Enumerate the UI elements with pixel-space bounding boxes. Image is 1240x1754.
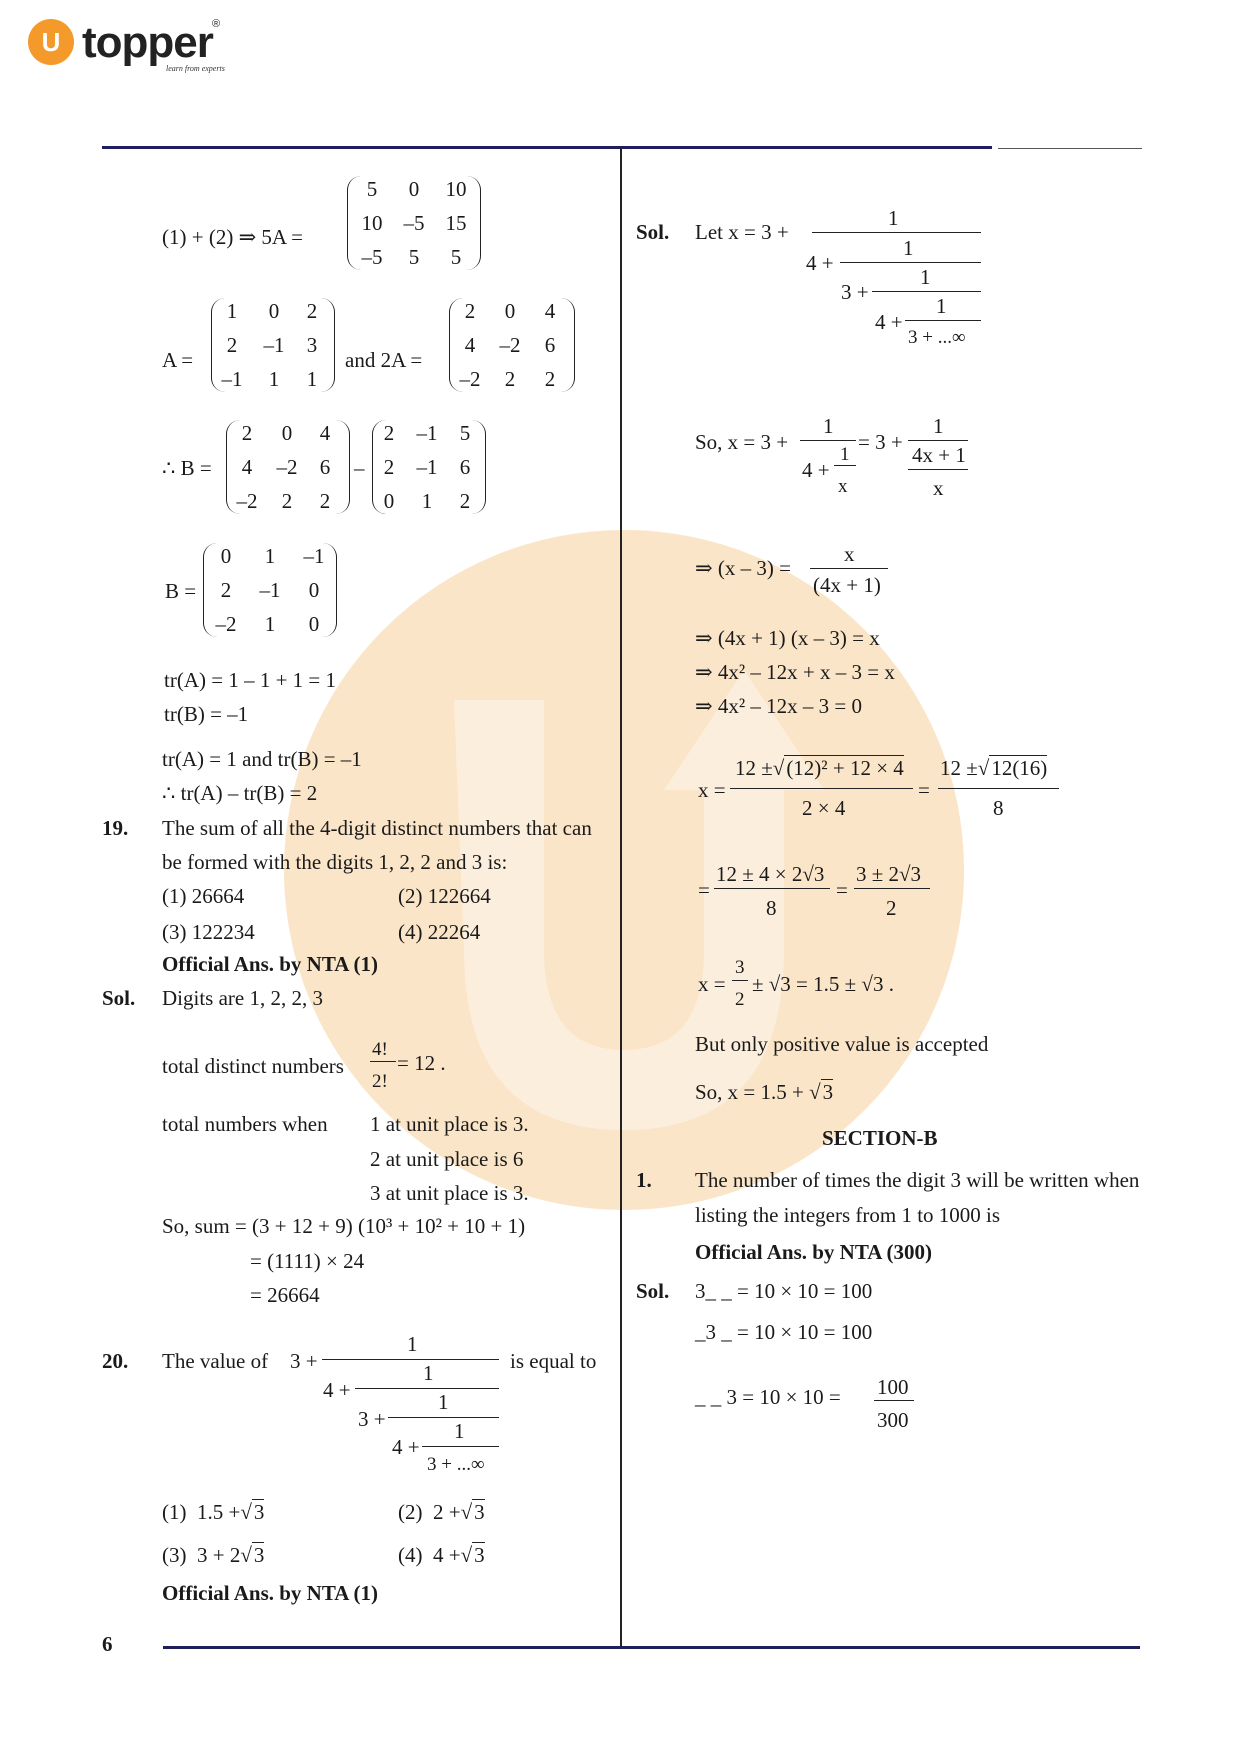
step2-den-2: 2 — [886, 896, 897, 920]
question-1-official-answer: Official Ans. by NTA (300) — [695, 1240, 933, 1264]
B-therefore-label: ∴ B = — [162, 456, 212, 480]
matrix-cell: –2 — [499, 333, 521, 357]
question-20-option-4: (4) 4 +√3 — [398, 1543, 485, 1567]
matrix-5A — [347, 176, 481, 270]
matrix-cell: 2 — [306, 299, 318, 323]
question-20-option-2: (2) 2 +√3 — [398, 1500, 485, 1524]
solution-19-label: Sol. — [102, 986, 136, 1010]
option-number: (4) — [398, 1543, 423, 1567]
so-x-one: 1 — [823, 414, 834, 438]
matrix-cell: –1 — [416, 421, 438, 445]
bottom-rule — [163, 1646, 1140, 1649]
quadratic-den-2: 8 — [993, 796, 1004, 820]
matrix-cell: 10 — [445, 177, 467, 201]
cf-one-1: 1 — [407, 1332, 418, 1356]
matrix-cell: 0 — [220, 544, 232, 568]
rcf-term-b: 4 + — [806, 251, 834, 275]
cf-one-4: 1 — [454, 1419, 465, 1443]
matrix-cell: –2 — [215, 612, 237, 636]
top-rule-short — [998, 148, 1142, 149]
matrix-cell: 1 — [226, 299, 238, 323]
rcf-bar-1 — [812, 232, 981, 233]
page-number: 6 — [102, 1632, 113, 1656]
cf-term-c: 3 + — [358, 1407, 386, 1431]
cf-one-2: 1 — [423, 1361, 434, 1385]
so-x-inner-x: x — [838, 476, 848, 497]
matrix-cell: 2 — [241, 421, 253, 445]
rcf-bar-3 — [872, 291, 981, 292]
step3-rest: ± √3 = 1.5 ± √3 . — [752, 972, 894, 996]
question-19-option-3: (3) 122234 — [162, 920, 255, 944]
matrix-cell: 6 — [544, 333, 556, 357]
rcf-tail: 3 + ...∞ — [908, 327, 966, 348]
question-20-option-1: (1) 1.5 +√3 — [162, 1500, 265, 1524]
matrix-cell: 2 — [459, 489, 471, 513]
top-rule — [102, 146, 992, 149]
cf-tail: 3 + ...∞ — [427, 1454, 485, 1475]
step2-eq-1: = — [698, 878, 710, 902]
question-19-text-line2: be formed with the digits 1, 2, 2 and 3 is: — [162, 850, 508, 874]
implies-line-1: ⇒ (x – 3) = — [695, 556, 791, 580]
implies-line-2: ⇒ (4x + 1) (x – 3) = x — [695, 626, 880, 650]
fraction-bar — [370, 1061, 396, 1062]
option-number: (3) — [162, 1543, 187, 1567]
matrix-cell: 5 — [459, 421, 471, 445]
matrix-cell: 2 — [281, 489, 293, 513]
question-1-text-line2: listing the integers from 1 to 1000 is — [695, 1203, 1001, 1227]
cf-term-b: 4 + — [323, 1378, 351, 1402]
total-distinct-label: total distinct numbers — [162, 1054, 344, 1078]
so-x-four-plus: 4 + — [802, 458, 830, 482]
matrix-cell: –1 — [263, 333, 285, 357]
matrix-cell: 1 — [264, 544, 276, 568]
matrix-cell: 0 — [308, 612, 320, 636]
step2-den-1: 8 — [766, 896, 777, 920]
matrix-cell: 15 — [445, 211, 467, 235]
unit-place-2: 2 at unit place is 6 — [370, 1147, 524, 1171]
so-x-bar — [800, 440, 856, 441]
cf-term-a: 3 + — [290, 1349, 318, 1373]
so-x-inner-bar — [834, 465, 856, 466]
question-19-official-answer: Official Ans. by NTA (1) — [162, 952, 379, 976]
rcf-one-1: 1 — [888, 206, 899, 230]
sum-line-1: So, sum = (3 + 12 + 9) (10³ + 10² + 10 + 1) — [162, 1214, 526, 1238]
quadratic-num-1: 12 ±√(12)² + 12 × 4 — [735, 756, 904, 780]
rcf-one-4: 1 — [936, 294, 947, 318]
matrix-cell: 1 — [421, 489, 433, 513]
option-prefix: 4 + — [433, 1543, 461, 1567]
matrix-cell: 0 — [281, 421, 293, 445]
implies-1-bar — [810, 568, 888, 569]
matrix-cell: –2 — [459, 367, 481, 391]
fraction-numerator: 4! — [372, 1039, 388, 1060]
trace-values: tr(A) = 1 and tr(B) = –1 — [162, 747, 362, 771]
matrix-cell: 2 — [464, 299, 476, 323]
option-radicand: 3 — [253, 1543, 265, 1567]
count-hundreds: 3_ _ = 10 × 10 = 100 — [695, 1279, 873, 1303]
sum-line-3: = 26664 — [250, 1283, 320, 1307]
implies-1-num: x — [844, 542, 855, 566]
step3-num: 3 — [735, 957, 745, 978]
option-radicand: 3 — [474, 1500, 485, 1524]
positive-note: But only positive value is accepted — [695, 1032, 989, 1056]
sum-line-2: = (1111) × 24 — [250, 1249, 365, 1273]
question-20-text: The value of — [162, 1349, 269, 1373]
quadratic-num-1-prefix: 12 ± — [735, 756, 773, 780]
and-2A-label: and 2A = — [345, 348, 423, 372]
matrix-cell: –1 — [259, 578, 281, 602]
matrix-cell: 6 — [459, 455, 471, 479]
trace-A-calc: tr(A) = 1 – 1 + 1 = 1 — [164, 668, 337, 692]
so-x-rhs-bar — [908, 440, 968, 441]
solution-19-digits: Digits are 1, 2, 2, 3 — [162, 986, 323, 1010]
matrix-2A — [449, 298, 575, 392]
so-x-rhs-one: 1 — [933, 414, 944, 438]
matrix-cell: 2 — [383, 455, 395, 479]
matrix-cell: 0 — [383, 489, 395, 513]
cf-bar-1 — [322, 1359, 499, 1360]
registered-mark: ® — [212, 18, 221, 30]
matrix-cell: 5 — [366, 177, 378, 201]
solution-20-label: Sol. — [636, 220, 670, 244]
matrix-cell: 2 — [383, 421, 395, 445]
option-prefix: 3 + 2 — [197, 1543, 241, 1567]
option-prefix: 1.5 + — [197, 1500, 241, 1524]
quadratic-num-2: 12 ±√12(16) — [940, 756, 1048, 780]
matrix-cell: 6 — [319, 455, 331, 479]
count-units-value: 100 — [877, 1375, 909, 1399]
fraction-result: = 12 . — [397, 1051, 446, 1075]
matrix-cell: 4 — [319, 421, 331, 445]
logo-tagline: learn from experts — [166, 64, 225, 73]
column-divider — [620, 148, 622, 1646]
matrix-cell: –5 — [403, 211, 425, 235]
matrix-cell: 2 — [504, 367, 516, 391]
so-x-rhs-x: x — [933, 476, 944, 500]
matrix-cell: –1 — [303, 544, 325, 568]
matrix-cell: 1 — [264, 612, 276, 636]
unit-place-3: 3 at unit place is 3. — [370, 1181, 529, 1205]
cf-term-d: 4 + — [392, 1435, 420, 1459]
sum-underline — [874, 1400, 914, 1401]
matrix-cell: 2 — [319, 489, 331, 513]
so-x-eq: = 3 + — [858, 430, 903, 454]
matrix-A-subtract — [372, 420, 486, 514]
matrix-B — [203, 543, 337, 637]
question-20-official-answer: Official Ans. by NTA (1) — [162, 1581, 379, 1605]
option-number: (2) — [398, 1500, 423, 1524]
matrix-cell: 3 — [306, 333, 318, 357]
quadratic-bar-2 — [938, 788, 1059, 789]
matrix-cell: 5 — [450, 245, 462, 269]
matrix-cell: –5 — [361, 245, 383, 269]
matrix-cell: –1 — [221, 367, 243, 391]
let-x: Let x = 3 + — [695, 220, 789, 244]
option-radicand: 3 — [474, 1543, 485, 1567]
cf-bar-4 — [422, 1446, 499, 1447]
question-20-tail: is equal to — [510, 1349, 597, 1373]
matrix-cell: 2 — [226, 333, 238, 357]
question-20-number: 20. — [102, 1349, 129, 1373]
matrix-cell: –1 — [416, 455, 438, 479]
trace-difference: ∴ tr(A) – tr(B) = 2 — [162, 781, 318, 805]
matrix-cell: 10 — [361, 211, 383, 235]
matrix-cell: 4 — [464, 333, 476, 357]
implies-1-den: (4x + 1) — [813, 573, 881, 597]
matrix-A — [211, 298, 335, 392]
matrix-cell: 0 — [268, 299, 280, 323]
rcf-bar-4 — [905, 320, 981, 321]
question-19-option-4: (4) 22264 — [398, 920, 481, 944]
option-prefix: 2 + — [433, 1500, 461, 1524]
quadratic-eq-1: = — [918, 778, 930, 802]
matrix-cell: 5 — [408, 245, 420, 269]
total-when-label: total numbers when — [162, 1112, 328, 1136]
matrix-cell: 0 — [408, 177, 420, 201]
question-19-number: 19. — [102, 816, 129, 840]
count-tens: _3 _ = 10 × 10 = 100 — [695, 1320, 873, 1344]
step2-eq-2: = — [836, 878, 848, 902]
solution-1-label: Sol. — [636, 1279, 670, 1303]
B-label: B = — [165, 579, 197, 603]
minus-sign: – — [354, 456, 365, 480]
rcf-bar-2 — [840, 262, 981, 263]
matrix-cell: 4 — [241, 455, 253, 479]
total-count: 300 — [877, 1408, 909, 1432]
rcf-term-c: 3 + — [841, 280, 869, 304]
step2-num-1: 12 ± 4 × 2√3 — [716, 862, 825, 886]
step2-bar-1 — [714, 888, 830, 889]
quadratic-num-2-prefix: 12 ± — [940, 756, 978, 780]
rcf-one-3: 1 — [920, 265, 931, 289]
rcf-one-2: 1 — [903, 236, 914, 260]
rcf-term-d: 4 + — [875, 310, 903, 334]
unit-place-1: 1 at unit place is 3. — [370, 1112, 529, 1136]
matrix-cell: 0 — [308, 578, 320, 602]
matrix-cell: 4 — [544, 299, 556, 323]
matrix-cell: 0 — [504, 299, 516, 323]
question-19-option-1: (1) 26664 — [162, 884, 245, 908]
matrix-cell: –2 — [236, 489, 258, 513]
cf-bar-3 — [388, 1417, 499, 1418]
final-answer: So, x = 1.5 + √3 — [695, 1080, 834, 1104]
so-x-label: So, x = 3 + — [695, 430, 789, 454]
question-20-option-3: (3) 3 + 2√3 — [162, 1543, 265, 1567]
cf-one-3: 1 — [438, 1390, 449, 1414]
question-19-option-2: (2) 122664 — [398, 884, 491, 908]
matrix-2A-copy — [226, 420, 350, 514]
matrix-cell: 1 — [268, 367, 280, 391]
matrix-cell: 1 — [306, 367, 318, 391]
question-19-text-line1: The sum of all the 4-digit distinct numbers that can — [162, 816, 592, 840]
trace-B-calc: tr(B) = –1 — [164, 702, 249, 726]
option-number: (1) — [162, 1500, 187, 1524]
quadratic-bar-1 — [730, 788, 913, 789]
quadratic-x: x = — [698, 778, 726, 802]
matrix-cell: 2 — [220, 578, 232, 602]
logo-wordmark: topper — [82, 18, 213, 67]
question-1-number: 1. — [636, 1168, 652, 1192]
step2-num-2: 3 ± 2√3 — [856, 862, 922, 886]
step3-bar — [732, 980, 748, 981]
cf-bar-2 — [355, 1388, 499, 1389]
matrix-cell: 2 — [544, 367, 556, 391]
so-x-rhs-num: 4x + 1 — [912, 443, 966, 467]
step2-bar-2 — [854, 888, 930, 889]
final-answer-prefix: So, x = 1.5 + — [695, 1080, 804, 1104]
quadratic-den-1: 2 × 4 — [802, 796, 846, 820]
step3-x: x = — [698, 972, 726, 996]
option-radicand: 3 — [253, 1500, 265, 1524]
quadratic-num-2-radicand: 12(16) — [991, 756, 1048, 780]
fraction-denominator: 2! — [372, 1071, 388, 1092]
eq-5A-label: (1) + (2) ⇒ 5A = — [162, 225, 304, 249]
count-units: _ _ 3 = 10 × 10 = — [695, 1385, 841, 1409]
implies-line-3: ⇒ 4x² – 12x + x – 3 = x — [695, 660, 895, 684]
final-answer-radicand: 3 — [822, 1080, 834, 1104]
section-heading: SECTION-B — [822, 1126, 938, 1150]
A-label: A = — [162, 348, 194, 372]
step3-den: 2 — [735, 989, 745, 1010]
so-x-rhs-bar-2 — [908, 469, 968, 470]
logo-icon: U — [28, 19, 74, 65]
question-1-text-line1: The number of times the digit 3 will be written when — [695, 1168, 1140, 1192]
quadratic-num-1-radicand: (12)² + 12 × 4 — [786, 756, 904, 780]
matrix-cell: –2 — [276, 455, 298, 479]
so-x-inner-one: 1 — [840, 444, 850, 465]
implies-line-4: ⇒ 4x² – 12x – 3 = 0 — [695, 694, 862, 718]
